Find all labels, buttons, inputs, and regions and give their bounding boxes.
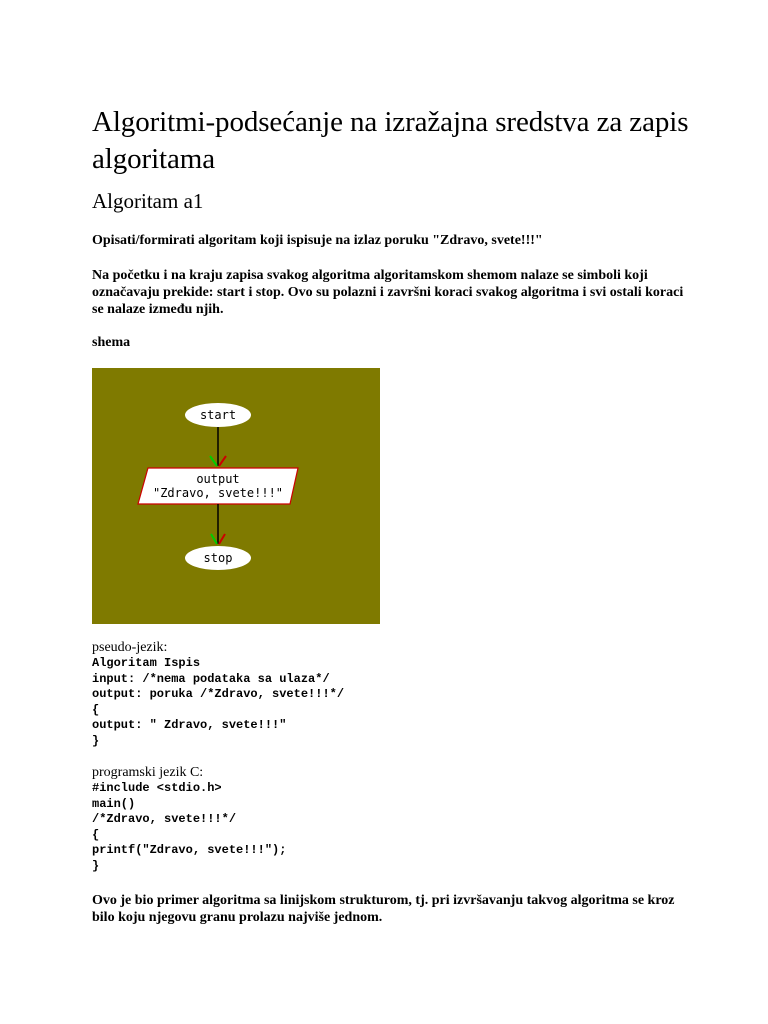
conclusion-paragraph: Ovo je bio primer algoritma sa linijskom strukturom, tj. pri izvršavanju takvog algoritma se kroz bilo koju njegovu granu prolazu najviše jednom. <box>92 893 675 925</box>
task-paragraph: Opisati/formirati algoritam koji ispisuje na izlaz poruku "Zdravo, svete!!!" <box>92 233 543 248</box>
intro-paragraph: Na početku i na kraju zapisa svakog algoritma algoritamskom shemom nalaze se simboli koji označavaju prekide: start i stop. Ovo su polazni i završni koraci svakog algoritma i svi ostali koraci se nalaze između njih. <box>92 268 684 317</box>
section-heading: Algoritam a1 <box>92 189 204 213</box>
pseudo-label: pseudo-jezik: <box>92 640 168 655</box>
page-title: Algoritmi-podsećanje na izražajna sredstva za zapis algoritama <box>92 106 689 175</box>
document-page <box>92 104 692 926</box>
code-line: { <box>92 827 100 842</box>
code-line: main() <box>92 796 136 811</box>
output-label: output <box>196 472 240 486</box>
shema-label: shema <box>92 335 131 350</box>
code-line: output: poruka /*Zdravo, svete!!!*/ <box>92 687 345 701</box>
code-line: #include <stdio.h> <box>92 781 222 795</box>
output-message: "Zdravo, svete!!!" <box>152 486 284 500</box>
code-line: /*Zdravo, svete!!!*/ <box>92 812 237 826</box>
code-line: { <box>92 702 100 717</box>
code-line: output: " Zdravo, svete!!!" <box>92 718 287 732</box>
pseudo-code-block <box>92 656 692 749</box>
stop-label: stop <box>203 551 233 565</box>
code-line: } <box>92 733 100 748</box>
c-code-block <box>92 781 692 874</box>
start-label: start <box>199 408 237 422</box>
flowchart-diagram <box>92 368 380 624</box>
code-line: Algoritam Ispis <box>92 656 201 670</box>
code-line: input: /*nema podataka sa ulaza*/ <box>92 671 330 686</box>
code-line: printf("Zdravo, svete!!!"); <box>92 843 287 857</box>
c-code-label: programski jezik C: <box>92 765 204 780</box>
code-line: } <box>92 858 100 873</box>
